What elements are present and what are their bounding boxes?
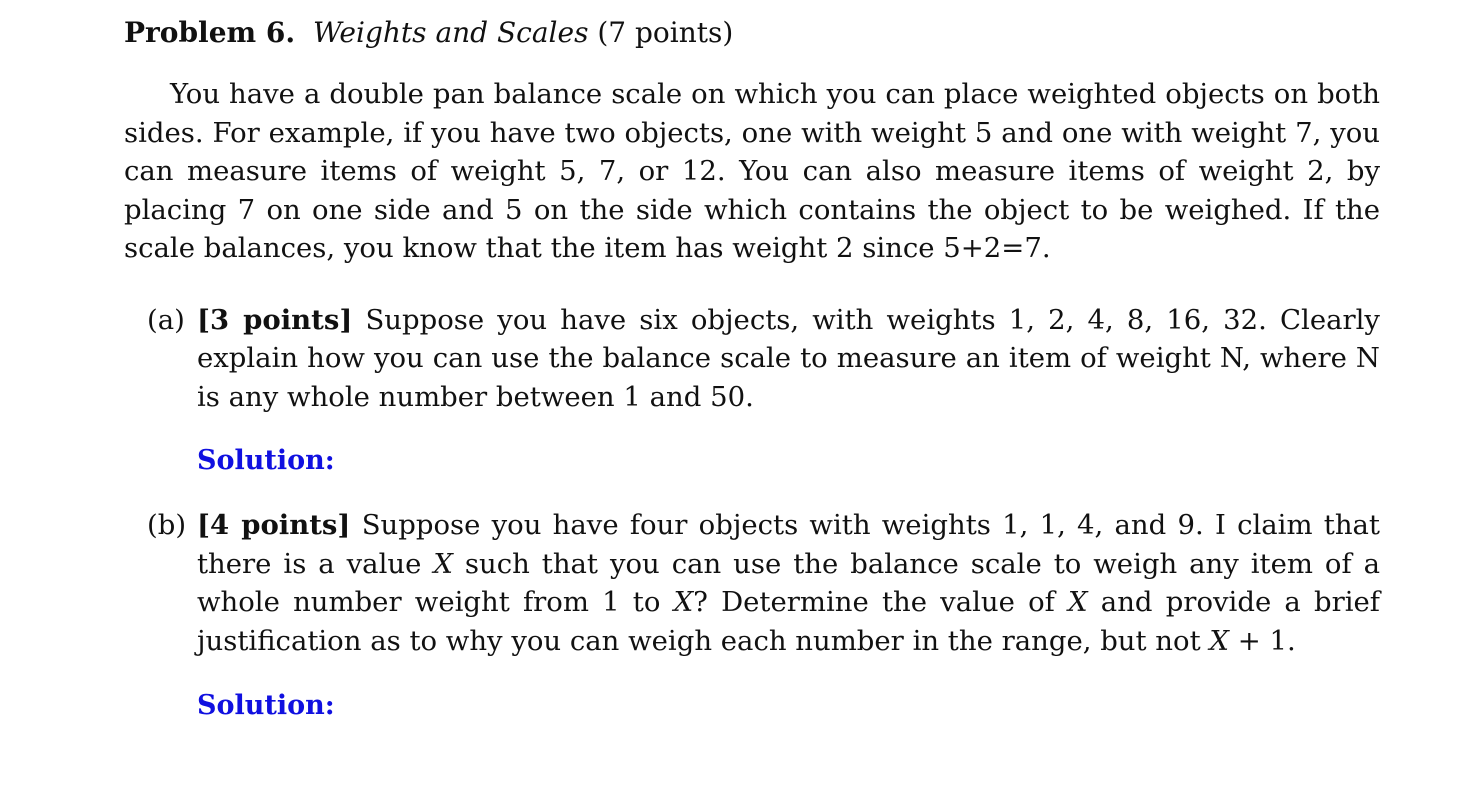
problem-intro: You have a double pan balance scale on which you can place weighted objects on both sides. For example, if you have two objects, one with weight 5 and one with weight 7, you can measure items of weight 5, 7, or 12. You can also measure items of weight 2, by placing 7 on one side and 5 on the side which contains the object to be weighed. If the scale balances, you know that the item has weight 2 since 5+2=7. (124, 78, 1380, 264)
problem-title: Weights and Scales (312, 16, 589, 49)
part-b-text-3: ? Determine the value of (693, 586, 1055, 618)
part-a-points: [3 points] (197, 303, 353, 336)
document-page (124, 14, 1380, 724)
variable-x: X (1068, 586, 1088, 618)
problem-points: (7 points) (597, 16, 734, 49)
variable-x: X (673, 586, 694, 618)
variable-x: X (1209, 624, 1229, 657)
part-b-text-4: and provide a brief justification as to why you can weigh each number in the range, but not (197, 586, 1380, 657)
part-a-text: Suppose you have six objects, with weights 1, 2, 4, 8, 16, 32. Clearly explain how you can use the balance scale to measure an item of weight N, where N is any whole number between 1 and 50. (197, 303, 1380, 413)
part-b-text-2: such that you can use the balance scale to weigh any item of a whole number weight from 1 to (197, 547, 1380, 618)
part-b-text-5: + 1. (1237, 624, 1296, 657)
problem-label: Problem 6. (124, 16, 296, 49)
part-a-solution-label: Solution: (197, 445, 335, 476)
problem-heading (124, 14, 1380, 52)
part-a-marker: (a) (147, 303, 185, 336)
part-b-solution-label: Solution: (197, 690, 335, 721)
part-b-marker: (b) (147, 509, 187, 541)
part-a-body (197, 301, 1380, 417)
part-b-points: [4 points] (197, 509, 351, 541)
part-b-text-1: Suppose you have four objects with weights 1, 1, 4, and 9. I claim that there is a value (197, 509, 1380, 580)
part-a (124, 301, 1380, 480)
part-b-body (197, 506, 1380, 660)
part-b (124, 506, 1380, 724)
variable-x: X (433, 547, 453, 580)
